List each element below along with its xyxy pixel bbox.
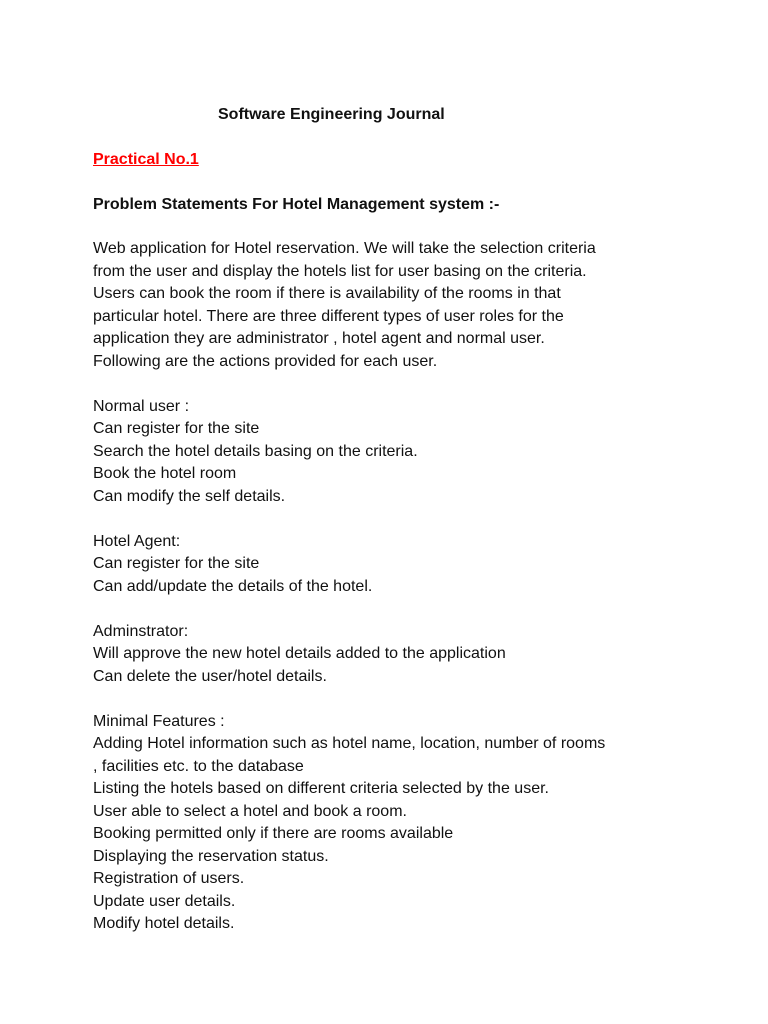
list-item: Can register for the site <box>93 420 260 437</box>
practical-number-heading: Practical No.1 <box>93 151 199 168</box>
intro-line: particular hotel. There are three different types of user roles for the <box>93 307 564 325</box>
list-item: User able to select a hotel and book a room. <box>93 802 407 820</box>
minimal-features-section <box>93 711 713 936</box>
minimal-features-heading: Minimal Features : <box>93 712 225 730</box>
list-item: , facilities etc. to the database <box>93 757 304 775</box>
intro-line: from the user and display the hotels list for user basing on the criteria. <box>93 262 587 280</box>
list-item: Adding Hotel information such as hotel name, location, number of rooms <box>93 735 606 752</box>
administrator-section <box>93 621 713 689</box>
list-item: Update user details. <box>93 892 236 910</box>
list-item: Listing the hotels based on different criteria selected by the user. <box>93 780 549 797</box>
administrator-heading: Adminstrator: <box>93 622 189 640</box>
hotel-agent-heading: Hotel Agent: <box>93 532 181 550</box>
list-item: Can modify the self details. <box>93 487 286 505</box>
list-item: Will approve the new hotel details added to the application <box>93 645 506 662</box>
normal-user-heading: Normal user : <box>93 397 190 415</box>
list-item: Can delete the user/hotel details. <box>93 667 327 685</box>
list-item: Can add/update the details of the hotel. <box>93 577 373 595</box>
intro-line: Web application for Hotel reservation. We will take the selection criteria <box>93 240 596 257</box>
intro-paragraph <box>93 238 713 373</box>
hotel-agent-section <box>93 531 713 599</box>
list-item: Search the hotel details basing on the criteria. <box>93 442 418 460</box>
list-item: Modify hotel details. <box>93 915 235 932</box>
problem-statement-heading: Problem Statements For Hotel Management system :- <box>93 196 500 213</box>
intro-line: Users can book the room if there is availability of the rooms in that <box>93 285 561 302</box>
document-body <box>93 238 713 958</box>
list-item: Book the hotel room <box>93 465 237 482</box>
list-item: Registration of users. <box>93 870 245 887</box>
list-item: Booking permitted only if there are rooms available <box>93 825 454 842</box>
intro-line: application they are administrator , hotel agent and normal user. <box>93 330 545 347</box>
list-item: Can register for the site <box>93 555 260 572</box>
document-title: Software Engineering Journal <box>218 106 445 123</box>
list-item: Displaying the reservation status. <box>93 847 329 865</box>
intro-line: Following are the actions provided for each user. <box>93 352 438 370</box>
normal-user-section <box>93 396 713 509</box>
